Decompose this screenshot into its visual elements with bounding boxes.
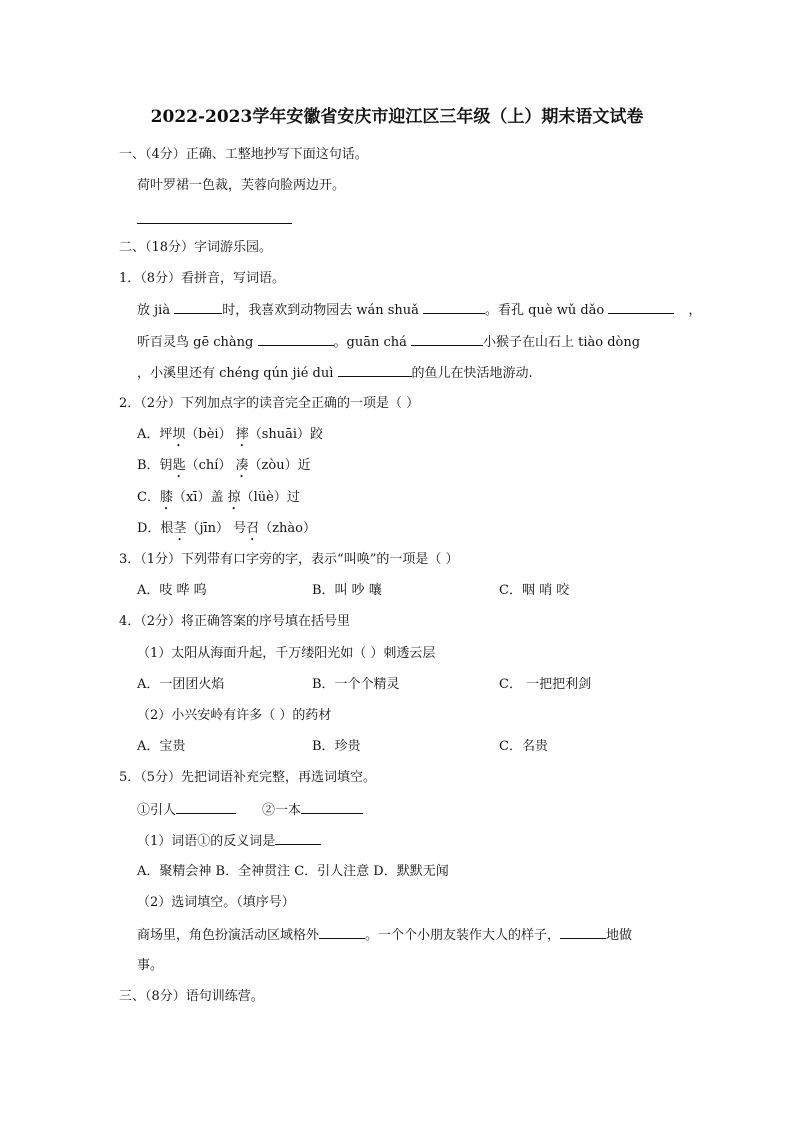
option-text: （shuāi）跤 xyxy=(248,427,324,442)
blank xyxy=(411,333,483,346)
blank xyxy=(275,832,321,845)
dotted-char: 召 xyxy=(246,521,260,536)
q4-sub2-option-c: C．名贵 xyxy=(499,739,548,754)
blank xyxy=(176,801,236,814)
option-text: A．坪 xyxy=(137,427,173,442)
option-text: （bèi） xyxy=(185,427,236,442)
blank xyxy=(560,926,606,939)
blank xyxy=(301,801,363,814)
q2-option-a xyxy=(137,426,323,450)
q4-sub1-option-b: B．一个个精灵 xyxy=(312,677,400,692)
blank xyxy=(319,926,365,939)
q2-stem: 2．（2分）下列加点字的读音完全正确的一项是（ ） xyxy=(119,396,420,411)
option-text: （lüè）过 xyxy=(240,490,300,505)
q1-l1-text-c: 。看孔 què wǔ dǎo xyxy=(485,303,609,318)
q5-sub1-text: （1）词语①的反义词是 xyxy=(137,834,276,849)
q5-sub2: （2）选词填空。（填序号） xyxy=(137,895,295,910)
q1-l1-text-a: 放 jià xyxy=(137,303,175,318)
section-2-heading: 二、（18分）字词游乐园。 xyxy=(119,240,273,255)
copy-sentence: 荷叶罗裙一色裁，芙蓉向脸两边开。 xyxy=(137,178,346,193)
dotted-char: 摔 xyxy=(235,427,249,442)
q1-line-2 xyxy=(137,333,640,352)
blank xyxy=(338,364,412,377)
option-text: D．根 xyxy=(137,521,174,536)
dotted-char: 掠 xyxy=(227,490,241,505)
q2-option-b xyxy=(137,457,311,481)
exam-title: 2022-2023学年安徽省安庆市迎江区三年级（上）期末语文试卷 xyxy=(150,107,644,127)
option-text: （zhào） xyxy=(259,521,316,536)
q4-sub2-option-a: A．宝贵 xyxy=(137,739,186,754)
dotted-char: 茎 xyxy=(173,521,187,536)
q1-l2-text-a: 听百灵鸟 gē chàng xyxy=(137,335,258,350)
q3-option-c: C．咽 哨 咬 xyxy=(499,583,570,598)
q1-l3-text-b: 的鱼儿在快活地游动. xyxy=(411,366,533,381)
blank xyxy=(174,301,222,314)
option-text: （jīn） 号 xyxy=(186,521,247,536)
dotted-char: 膝 xyxy=(159,490,173,505)
answer-line xyxy=(137,222,292,224)
q4-sub1-option-a: A．一团团火焰 xyxy=(137,677,225,692)
q2-option-d xyxy=(137,520,316,544)
fill-text: 商场里，角色扮演活动区域格外 xyxy=(137,928,320,943)
dotted-char: 坝 xyxy=(172,427,186,442)
q5-words xyxy=(137,801,363,820)
q1-l2-text-b: 。guān chá xyxy=(333,335,412,350)
q4-stem: 4．（2分）将正确答案的序号填在括号里 xyxy=(119,614,351,629)
q1-l1-text-b: 时，我喜欢到动物园去 wán shuǎ xyxy=(222,303,424,318)
q5-sub1 xyxy=(137,832,321,851)
q5-sub2-text xyxy=(137,926,632,945)
q3-stem: 3．（1分）下列带有口字旁的字，表示“叫唤”的一项是（ ） xyxy=(119,552,459,567)
q4-sub2: （2）小兴安岭有许多（ ）的药材 xyxy=(137,708,332,723)
blank xyxy=(423,301,485,314)
q4-sub1: （1）太阳从海面升起，千万缕阳光如（ ）刺透云层 xyxy=(137,646,436,661)
q1-line-3 xyxy=(137,364,533,383)
q4-sub1-option-c: C． 一把把利剑 xyxy=(499,677,592,692)
blank xyxy=(258,333,334,346)
option-text: C． xyxy=(137,490,160,505)
option-text: （xī）盖 xyxy=(172,490,228,505)
word-2: ②一本 xyxy=(262,803,302,818)
q1-l1-text-d: ， xyxy=(688,303,702,318)
option-text: （chí） xyxy=(185,458,236,473)
q5-sub2-end: 事。 xyxy=(137,958,164,973)
q2-option-c xyxy=(137,489,300,513)
q1-l2-text-c: 小猴子在山石上 tiào dòng xyxy=(483,335,641,350)
q5-stem: 5．（5分）先把词语补充完整，再选词填空。 xyxy=(119,770,377,785)
q1-stem: 1．（8分）看拼音，写词语。 xyxy=(119,271,286,286)
q4-sub2-option-b: B．珍贵 xyxy=(312,739,361,754)
q3-option-a: A．吱 哗 呜 xyxy=(137,583,207,598)
blank xyxy=(608,301,674,314)
section-3-heading: 三、（8分）语句训练营。 xyxy=(119,989,264,1004)
word-1: ①引人 xyxy=(137,803,177,818)
dotted-char: 凑 xyxy=(235,458,249,473)
fill-text: 地做 xyxy=(606,928,633,943)
q1-line-1 xyxy=(137,301,701,320)
fill-text: 。一个个小朋友装作大人的样子， xyxy=(365,928,561,943)
q1-l3-text-a: ，小溪里还有 chéng qún jié duì xyxy=(137,366,338,381)
option-text: （zòu）近 xyxy=(248,458,311,473)
dotted-char: 匙 xyxy=(172,458,186,473)
section-1-heading: 一、（4分）正确、工整地抄写下面这句话。 xyxy=(119,147,368,162)
option-text: B．钥 xyxy=(137,458,173,473)
q5-sub1-options: A．聚精会神 B．全神贯注 C．引人注意 D．默默无闻 xyxy=(137,864,449,879)
q3-option-b: B．叫 吵 嚷 xyxy=(312,583,382,598)
